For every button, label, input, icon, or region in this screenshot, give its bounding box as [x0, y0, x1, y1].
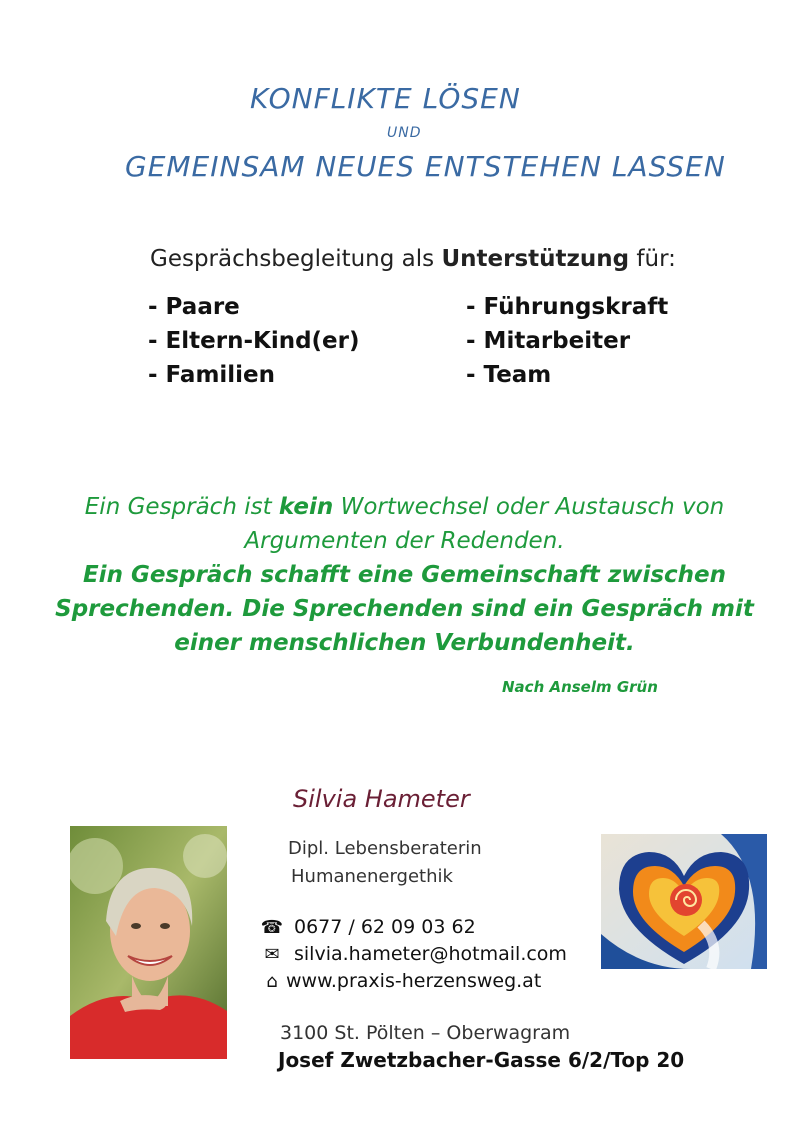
- quote-block: [40, 490, 769, 660]
- heart-spiral-illustration: [601, 834, 767, 969]
- email-icon: ✉: [264, 943, 280, 965]
- phone-row: [260, 916, 476, 938]
- intro-suffix: für:: [629, 246, 676, 272]
- quote-part-1: [40, 490, 769, 558]
- quote-part-1-start: Ein Gespräch ist: [84, 494, 279, 520]
- phone-icon: ☎: [260, 916, 284, 938]
- quote-emphasis: kein: [278, 494, 334, 520]
- quote-part-1-rest: Wortwechsel oder Austausch von Argumenten der Redenden.: [244, 494, 725, 554]
- list-item: - Eltern-Kind(er): [148, 328, 360, 354]
- portrait-illustration: [70, 826, 227, 1059]
- website-link[interactable]: www.praxis-herzensweg.at: [286, 970, 542, 992]
- job-specialty: Humanenergethik: [291, 866, 453, 887]
- list-item: - Paare: [148, 294, 240, 320]
- email-address[interactable]: silvia.hameter@hotmail.com: [294, 943, 567, 965]
- quote-part-2: Ein Gespräch schafft eine Gemeinschaft zwischen Sprechenden. Die Sprechenden sind ein Gespräch mit einer menschlichen Verbundenheit.: [55, 562, 754, 656]
- target-list-business: [466, 290, 668, 392]
- email-row: [260, 943, 567, 965]
- quote-author: Nach Anselm Grün: [502, 678, 658, 696]
- person-name: Silvia Hameter: [293, 785, 470, 813]
- website-row: [260, 970, 541, 992]
- heart-spiral-artwork: [601, 834, 767, 969]
- address-city: 3100 St. Pölten – Oberwagram: [280, 1022, 571, 1044]
- phone-number[interactable]: 0677 / 62 09 03 62: [294, 916, 476, 938]
- headline-line-2: GEMEINSAM NEUES ENTSTEHEN LASSEN: [125, 150, 726, 183]
- list-item: - Team: [466, 362, 552, 388]
- job-title: Dipl. Lebensberaterin: [288, 838, 482, 859]
- list-item: - Führungskraft: [466, 294, 669, 320]
- list-item: - Mitarbeiter: [466, 328, 631, 354]
- headline-line-1: KONFLIKTE LÖSEN: [250, 82, 521, 115]
- intro-prefix: Gesprächsbegleitung als: [150, 246, 442, 272]
- home-icon: ⌂: [266, 970, 278, 992]
- portrait-photo: [70, 826, 227, 1059]
- target-list-private: [148, 290, 360, 392]
- list-item: - Familien: [148, 362, 276, 388]
- address-street: Josef Zwetzbacher-Gasse 6/2/Top 20: [278, 1048, 685, 1072]
- intro-emphasis: Unterstützung: [441, 246, 630, 272]
- intro-text: [150, 246, 676, 272]
- headline-connector: UND: [387, 125, 422, 141]
